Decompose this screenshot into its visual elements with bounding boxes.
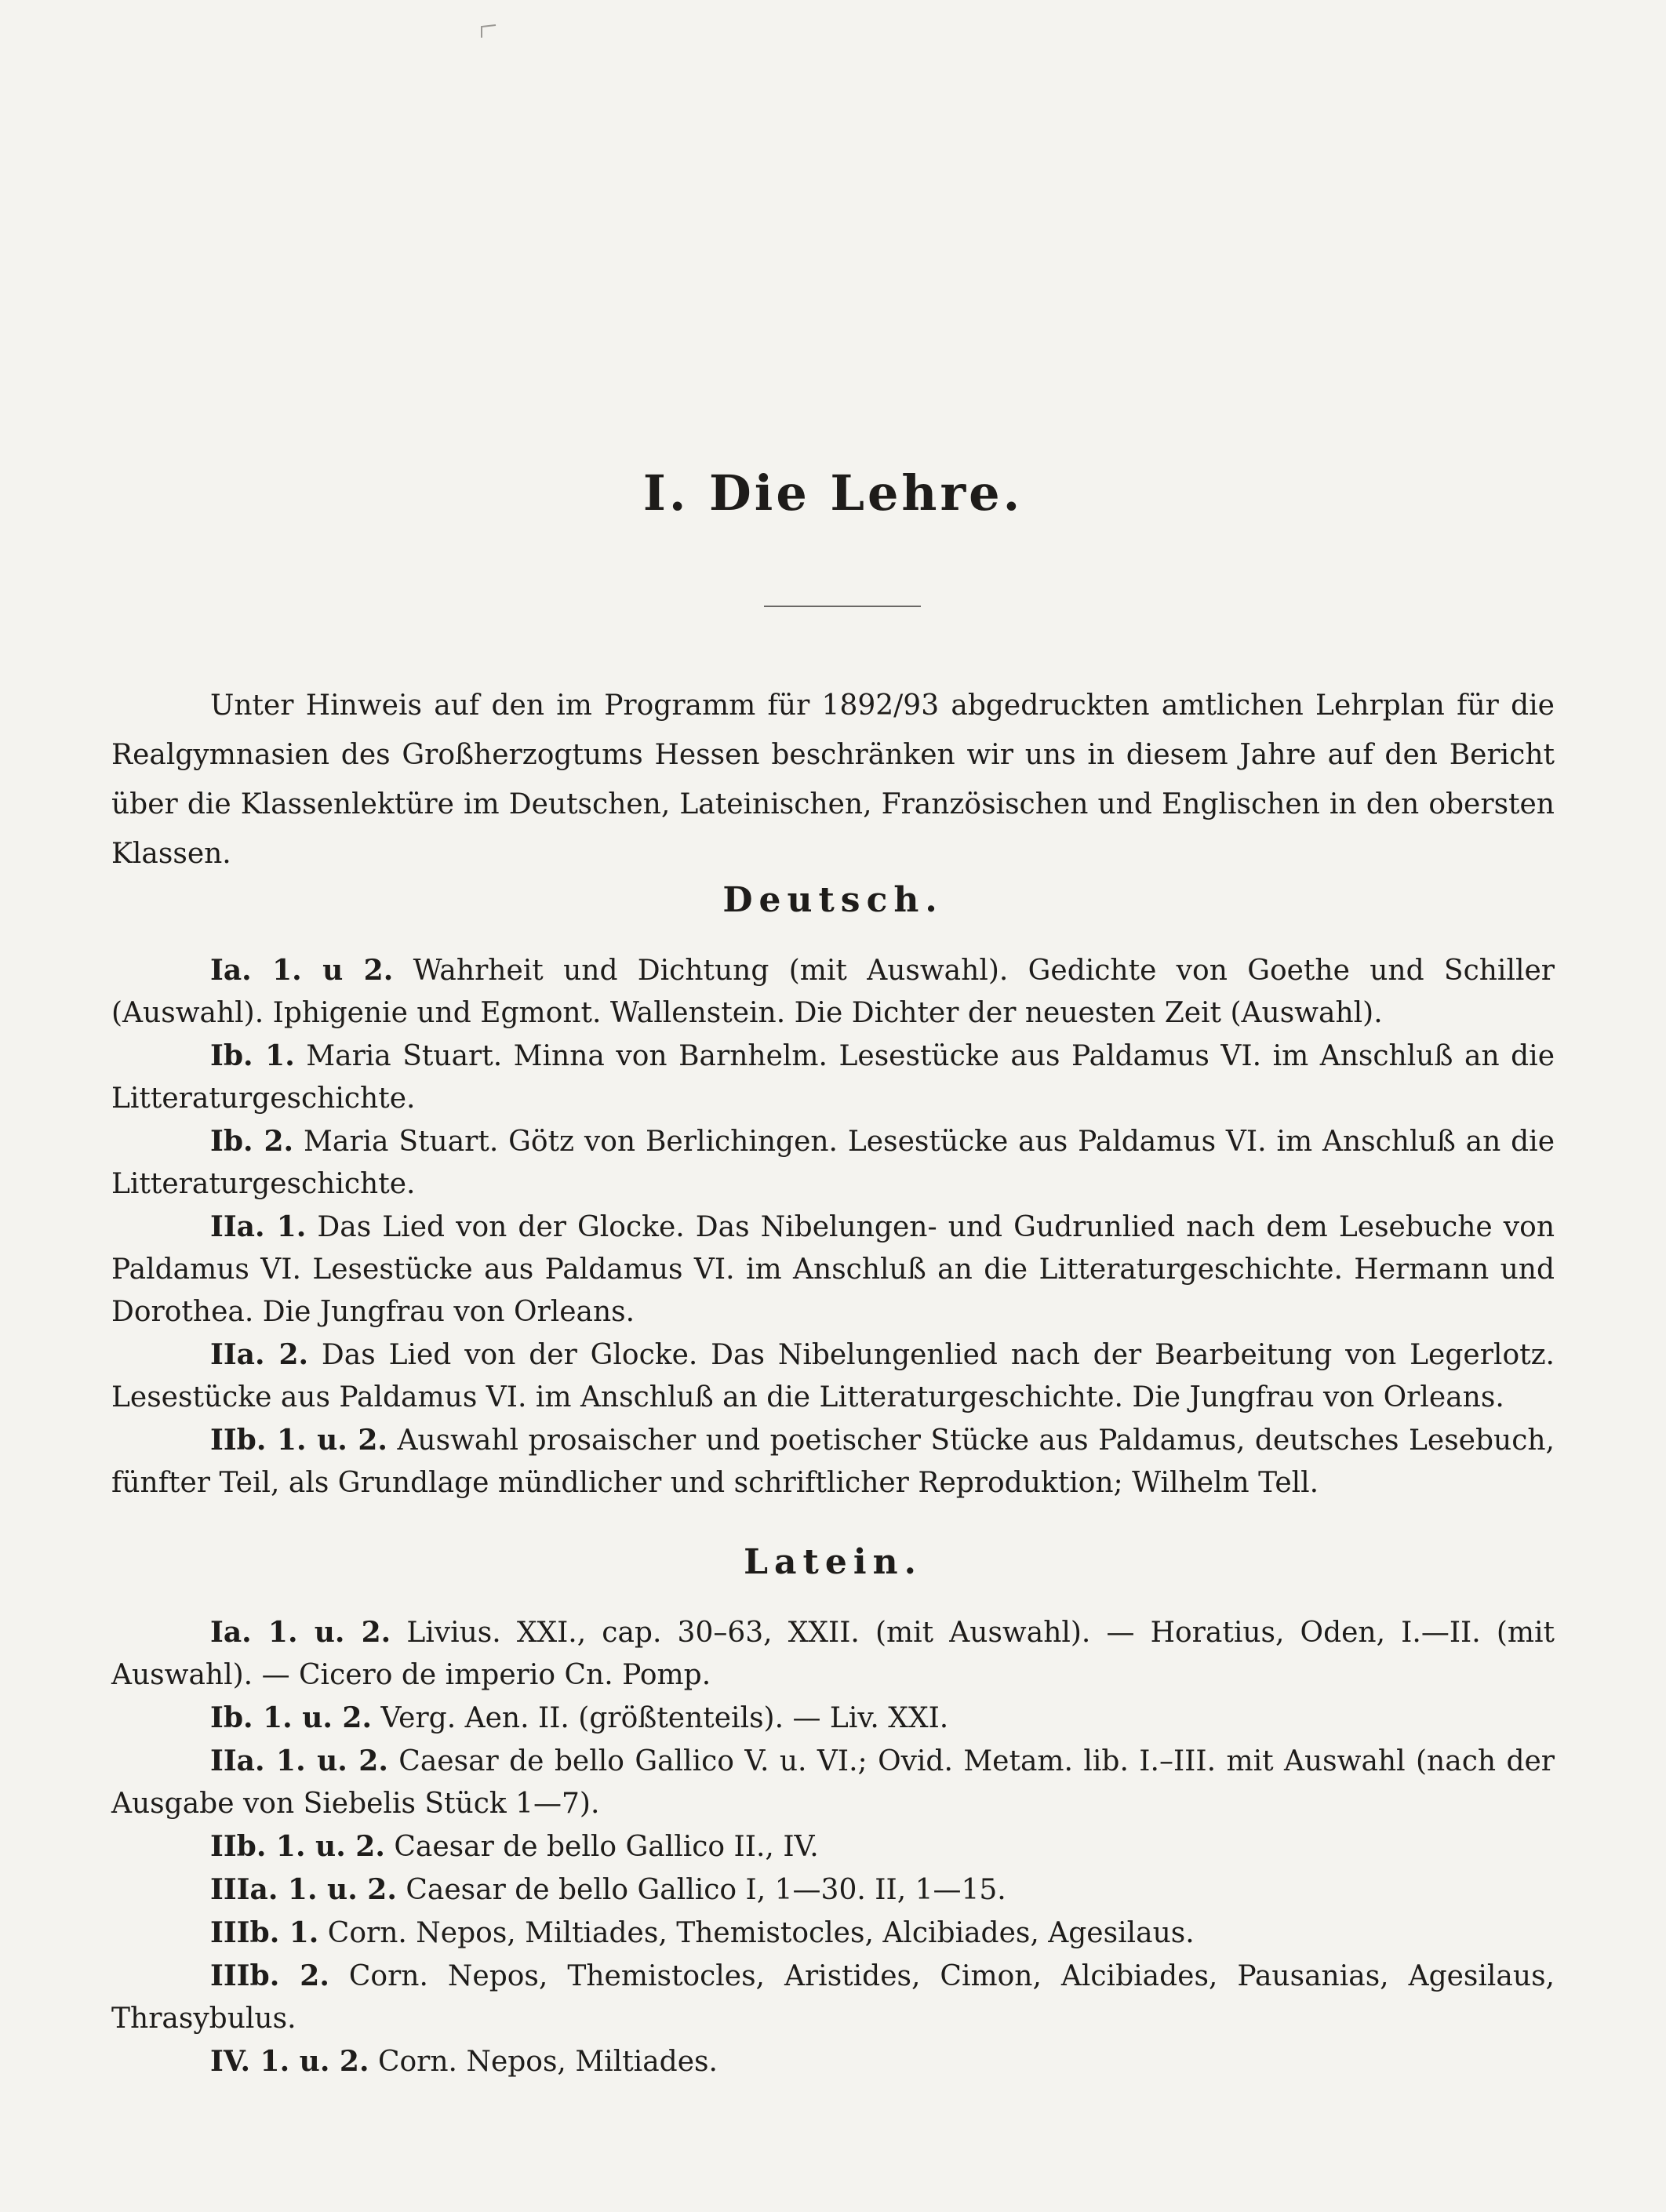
list-item	[111, 949, 1555, 1035]
entry-label: IIIb. 1.	[210, 1916, 319, 1949]
entry-label: IIIb. 2.	[210, 1959, 329, 1992]
entry-label: IIb. 1. u. 2.	[210, 1830, 385, 1863]
entry-text: Verg. Aen. II. (größtenteils). — Liv. XXI.	[380, 1702, 949, 1734]
list-item	[111, 1912, 1555, 1955]
entry-text: Das Lied von der Glocke. Das Nibelungen- und Gudrunlied nach dem Lesebuche von Paldamus VI. Lesestücke aus Paldamus VI. im Anschluß an die Litteraturgeschichte. Hermann und Dorothea. Die Jungfrau von Orleans.	[111, 1211, 1555, 1328]
entry-text: Corn. Nepos, Miltiades.	[377, 2046, 718, 2078]
list-item	[111, 1697, 1555, 1740]
list-item	[111, 1035, 1555, 1120]
entry-text: Das Lied von der Glocke. Das Nibelungenlied nach der Bearbeitung von Legerlotz. Lesestücke aus Paldamus VI. im Anschluß an die Litteraturgeschichte. Die Jungfrau von Orleans.	[111, 1339, 1555, 1413]
list-item	[111, 1120, 1555, 1206]
page-title: I. Die Lehre.	[642, 464, 1024, 522]
entry-text: Caesar de bello Gallico II., IV.	[394, 1831, 819, 1863]
entry-label: Ib. 1.	[210, 1039, 295, 1072]
list-item	[111, 1419, 1555, 1504]
entry-label: IIa. 2.	[210, 1338, 309, 1371]
entry-text: Auswahl prosaischer und poetischer Stücke aus Paldamus, deutsches Lesebuch, fünfter Teil, als Grundlage mündlicher und schriftlicher Reproduktion; Wilhelm Tell.	[111, 1424, 1555, 1499]
entry-text: Maria Stuart. Götz von Berlichingen. Lesestücke aus Paldamus VI. im Anschluß an die Litteraturgeschichte.	[111, 1126, 1555, 1200]
entry-label: Ib. 2.	[210, 1125, 294, 1158]
list-item	[111, 1611, 1555, 1697]
list-item	[111, 1740, 1555, 1825]
entry-label: Ia. 1. u 2.	[210, 954, 394, 987]
entry-text: Maria Stuart. Minna von Barnhelm. Lesestücke aus Paldamus VI. im Anschluß an die Litteraturgeschichte.	[111, 1040, 1555, 1115]
list-item	[111, 2040, 1555, 2083]
list-item	[111, 1868, 1555, 1912]
list-item	[111, 1206, 1555, 1333]
entry-label: Ib. 1. u. 2.	[210, 1701, 373, 1734]
section-heading-latein: Latein.	[744, 1542, 922, 1582]
list-item	[111, 1825, 1555, 1868]
entry-text: Livius. XXI., cap. 30–63, XXII. (mit Auswahl). — Horatius, Oden, I.—II. (mit Auswahl). — Cicero de imperio Cn. Pomp.	[111, 1617, 1555, 1691]
entry-text: Caesar de bello Gallico V. u. VI.; Ovid. Metam. lib. I.–III. mit Auswahl (nach der Ausgabe von Siebelis Stück 1—7).	[111, 1745, 1555, 1820]
section-heading-deutsch: Deutsch.	[722, 880, 944, 920]
entry-text: Corn. Nepos, Themistocles, Aristides, Cimon, Alcibiades, Pausanias, Agesilaus, Thrasybulus.	[111, 1960, 1555, 2035]
entry-label: IV. 1. u. 2.	[210, 2045, 369, 2078]
corner-mark	[480, 24, 499, 39]
entry-label: IIIa. 1. u. 2.	[210, 1873, 397, 1906]
entry-label: IIa. 1. u. 2.	[210, 1744, 388, 1777]
entry-label: Ia. 1. u. 2.	[210, 1616, 391, 1649]
title-divider	[764, 606, 921, 607]
entry-text: Caesar de bello Gallico I, 1—30. II, 1—15.	[406, 1874, 1006, 1906]
section-deutsch	[111, 949, 1555, 1504]
list-item	[111, 1955, 1555, 2040]
entry-text: Wahrheit und Dichtung (mit Auswahl). Gedichte von Goethe und Schiller (Auswahl). Iphigenie und Egmont. Wallenstein. Die Dichter der neuesten Zeit (Auswahl).	[111, 955, 1555, 1029]
intro-paragraph: Unter Hinweis auf den im Programm für 1892/93 abgedruckten amtlichen Lehrplan für die Realgymnasien des Großherzogtums Hessen beschränken wir uns in diesem Jahre auf den Bericht über die Klassenlektüre im Deutschen, Lateinischen, Französischen und Englischen in den obersten Klassen.	[111, 689, 1555, 870]
entry-text: Corn. Nepos, Miltiades, Themistocles, Alcibiades, Agesilaus.	[327, 1917, 1195, 1949]
entry-label: IIb. 1. u. 2.	[210, 1424, 387, 1457]
list-item	[111, 1333, 1555, 1419]
section-latein	[111, 1611, 1555, 2083]
entry-label: IIa. 1.	[210, 1210, 307, 1243]
